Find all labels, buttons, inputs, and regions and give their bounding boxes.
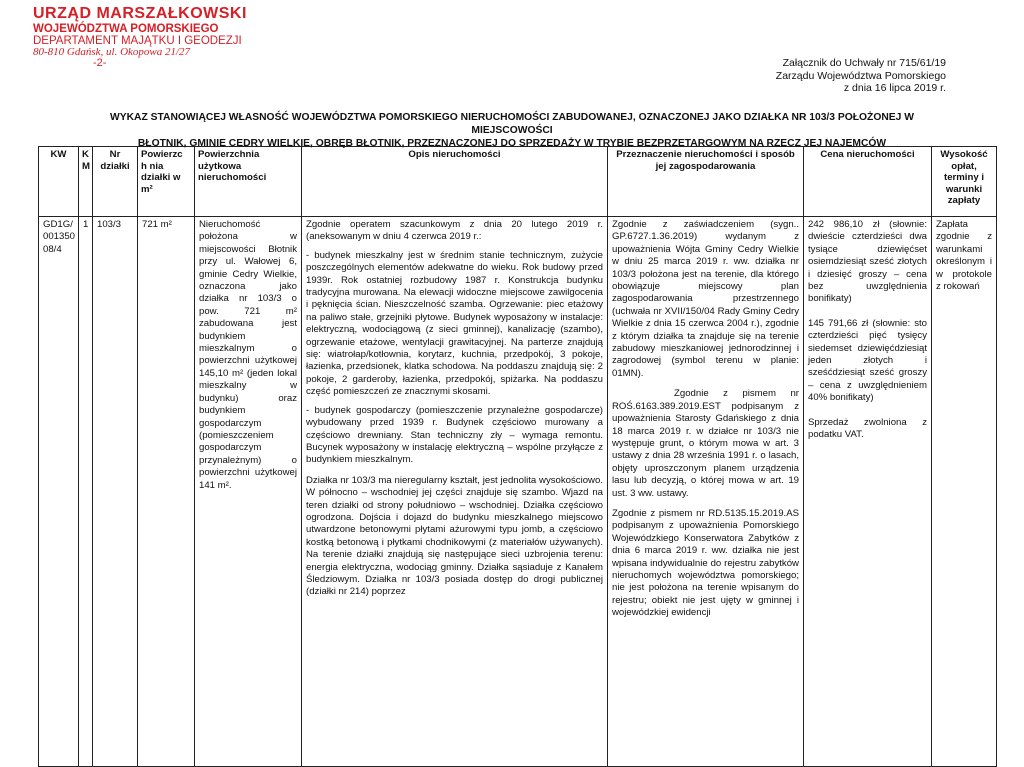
annex-line: z dnia 16 lipca 2019 r. (843, 82, 946, 94)
cell-plot-number: 103/3 (93, 217, 138, 767)
table-header-row (39, 147, 997, 217)
price-paragraph: 242 986,10 zł (słownie: dwieście czterdzieści dwa tysiące dziewięćset osiemdziesiąt sześć złotych i dziesięć groszy – cena bez uwzględnienia bonifikaty) (808, 219, 927, 305)
purpose-paragraph: Zgodnie z zaświadczeniem (sygn.. GP.6727.1.36.2019) wydanym z upoważnienia Wójta Gminy Cedry Wielkie w dniu 25 marca 2019 r. ww. działka nr 103/3 położona jest na terenie, dla którego obowiązuje miejscowy plan zagospodarowania przestrzennego (uchwała nr XVII/150/04 Rady Gminy Cedry Wielkie z dnia 15 czerwca 2004 r.), zgodnie z którym działka ta znajduje się na terenie zabudowy mieszkaniowej jednorodzinnej i zagrodowej (symbol terenu w planie: 01MN). (612, 219, 799, 379)
property-table (38, 146, 997, 767)
price-paragraph: 145 791,66 zł (słownie: sto czterdzieści pięć tysięcy siedemset dziewięćdziesiąt jeden złotych i sześćdziesiąt sześć groszy – cena z uwzględnieniem 40% bonifikaty) (808, 317, 927, 404)
description-paragraph: Zgodnie operatem szacunkowym z dnia 20 lutego 2019 r. (aneksowanym w dniu 4 czerwca 2019 r.: (306, 219, 603, 243)
title-line: WYKAZ STANOWIĄCEJ WŁASNOŚĆ WOJEWÓDZTWA POMORSKIEGO NIERUCHOMOŚCI ZABUDOWANEJ, OZNACZONEJ JAKO DZIAŁKA NR 103/3 POŁOŻONEJ W MIEJSCOWOŚCI (110, 112, 914, 136)
stamp-line: DEPARTAMENT MAJĄTKU I GEODEZJI (33, 34, 242, 47)
stamp-line: URZĄD MARSZAŁKOWSKI (33, 5, 247, 22)
cell-kw: GD1G/ 001350 08/4 (39, 217, 79, 767)
description-paragraph: - budynek gospodarczy (pomieszczenie przynależne gospodarcze) wybudowany przed 1939 r. Budynek częściowo murowany a częściowo drewniany. Stan techniczny zły – wymaga remontu. Bucynek wyposażony w instalację elektryczną – wspólne przyłącze z budynkiem mieszkalnym. (306, 404, 603, 466)
header-description: Opis nieruchomości (302, 147, 608, 217)
header-plot-area: Powierzc h nia działki w m² (138, 147, 195, 217)
stamp-line: 80-810 Gdańsk, ul. Okopowa 21/27 (33, 45, 191, 58)
stamp-line: WOJEWÓDZTWA POMORSKIEGO (33, 22, 219, 35)
cell-plot-area: 721 m² (138, 217, 195, 767)
table-row (39, 217, 997, 767)
price-paragraph: Sprzedaż zwolniona z podatku VAT. (808, 416, 927, 441)
header-km: K M (79, 147, 93, 217)
cell-fees: Zapłata zgodnie z warunkami określonym i w protokole z rokowań (932, 217, 997, 767)
header-price: Cena nieruchomości (804, 147, 932, 217)
cell-purpose (608, 217, 804, 767)
purpose-paragraph: Zgodnie z pismem nr ROŚ.6163.389.2019.EST podpisanym z upoważnienia Starosty Gdańskiego z dnia 18 marca 2019 r. w działce nr 103/3 nie występuje grunt, o którym mowa w art. 3 ustawy z dnia 28 września 1991 r. o lasach, objęty uproszczonym planem urządzenia lasu lub decyzją, o której mowa w art. 19 ust. 3 ww. ustawy. (612, 388, 799, 499)
office-stamp (33, 6, 247, 70)
header-usable-area: Powierzchnia użytkowa nieruchomości (195, 147, 302, 217)
header-plot-number: Nr działki (93, 147, 138, 217)
page-number: -2- (93, 57, 107, 70)
cell-description (302, 217, 608, 767)
description-paragraph: Działka nr 103/3 ma nieregularny kształt, jest jednolita wysokościowo. W północno – wschodniej jej części znajduje się szambo. Wjazd na teren działki od strony południowo – wschodniej. Działka częściowo ogrodzona. Dojścia i dojazd do budynku mieszkalnego miejscowo utwardzone betonowymi płytami ażurowymi typu jomb, a częściowo kostką betonową i płytkami chodnikowymi (z materiałów używanych). Na terenie działki znajdują się następujące sieci uzbrojenia terenu: energia elektryczna, wodociąg gminny. Działka sąsiaduje z Kanałem Śledziowym. Działka nr 103/3 posiada dostęp do drogi publicznej (działki nr 214) poprzez (306, 474, 603, 598)
annex-line: Zarządu Województwa Pomorskiego (775, 69, 946, 82)
header-fees: Wysokość opłat, terminy i warunki zapłaty (932, 147, 997, 217)
header-purpose: Przeznaczenie nieruchomości i sposób jej zagospodarowania (608, 147, 804, 217)
annex-note (776, 57, 946, 95)
cell-km: 1 (79, 217, 93, 767)
description-paragraph: - budynek mieszkalny jest w średnim stanie technicznym, zużycie poszczególnych elementów adekwatne do wieku. Rok budowy przed 1939r. Rok ostatniej rozbudowy 1987 r. Konstrukcja budynku tradycyjna murowana. Na elewacji widoczne miejscowe zawilgocenia i pęknięcia ścian. Nieszczelność szamba. Ogrzewanie: piec etażowy na paliwo stałe, grzejniki płytowe. Budynek wyposażony w instalacje: elektryczną, wodociągową (z sieci gminnej), kanalizację (szambo), ogrzewanie etażowe, wentylacji grawitacyjnej. Na parterze znajdują się: wiatrołap/kotłownia, korytarz, kuchnia, przedpokój, 3 pokoje, łazienka, przedsionek, klatka schodowa. Na poddaszu znajdują się: 2 pokoje, 2 garderoby, łazienka, przedpokój, spiżarka. Na poddaszu część pomieszczeń ze znacznymi skosami. (306, 249, 603, 398)
title-line: BŁOTNIK, GMINIE CEDRY WIELKIE, OBRĘB BŁOTNIK, PRZEZNACZONEJ DO SPRZEDAŻY W TRYBIE BEZPRZETARGOWYM NA RZECZ JEJ NAJEMCÓW (137, 138, 887, 149)
annex-line: Załącznik do Uchwały nr 715/61/19 (782, 57, 946, 69)
purpose-paragraph: Zgodnie z pismem nr RD.5135.15.2019.AS podpisanym z upoważnienia Pomorskiego Wojewódzkiego Konserwatora Zabytków z dnia 6 marca 2019 r. ww. działka nie jest wpisana indywidualnie do rejestru zabytków nieruchomych województwa pomorskiego; nie jest położona na terenie wpisanym do rejestru; obiekt nie jest ujęty w gminnej i wojewódzkiej ewidencji (612, 507, 799, 619)
document-title (70, 111, 954, 150)
cell-price (804, 217, 932, 767)
cell-usable-area: Nieruchomość położona w miejscowości Błotnik przy ul. Wałowej 6, gminie Cedry Wielkie, oznaczona jako działka nr 103/3 o pow. 721 m² zabudowana jest budynkiem mieszkalnym o powierzchni użytkowej 145,10 m² (jeden lokal mieszkalny w budynku) oraz budynkiem gospodarczym (pomieszczeniem gospodarczym przynależnym) o powierzchni użytkowej 141 m². (195, 217, 302, 767)
header-kw: KW (39, 147, 79, 217)
